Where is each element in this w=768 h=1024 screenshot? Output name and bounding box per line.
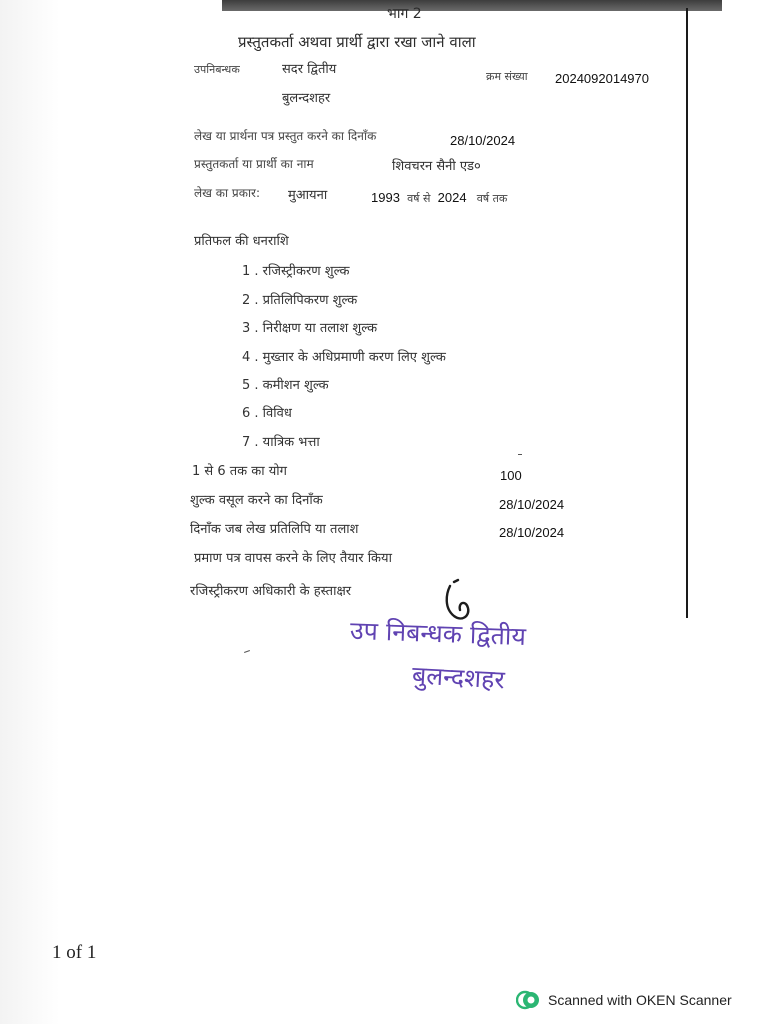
submit-date-label: लेख या प्रार्थना पत्र प्रस्तुत करने का दिनाँक <box>194 129 377 143</box>
fee-item: 4 . मुख्तार के अधिप्रमाणी करण लिए शुल्क <box>242 350 446 365</box>
copy-date-label: दिनाँक जब लेख प्रतिलिपि या तलाश <box>190 522 359 537</box>
office-name: सदर द्वितीय <box>282 62 337 77</box>
scan-mark <box>244 650 250 653</box>
part-label: भाग 2 <box>387 6 422 22</box>
ready-label: प्रमाण पत्र वापस करने के लिए तैयार किया <box>194 551 392 566</box>
copy-date-value: 28/10/2024 <box>499 525 565 540</box>
fee-item: 5 . कमीशन शुल्क <box>242 378 329 393</box>
scanner-logo-icon <box>516 990 540 1010</box>
scan-mark <box>518 454 522 455</box>
doc-type-value: मुआयना <box>288 188 328 203</box>
scanner-text: Scanned with OKEN Scanner <box>548 992 732 1008</box>
office-district: बुलन्दशहर <box>282 91 331 106</box>
scan-edge-shadow <box>0 0 60 1024</box>
year-range <box>371 190 507 206</box>
fee-item: 3 . निरीक्षण या तलाश शुल्क <box>242 321 378 336</box>
doc-type-label: लेख का प्रकार: <box>194 186 261 200</box>
year-from: 1993 <box>371 190 400 205</box>
fee-item: 7 . यात्रिक भत्ता <box>242 435 320 450</box>
scanner-watermark <box>516 990 732 1010</box>
fee-item: 2 . प्रतिलिपिकरण शुल्क <box>242 293 358 308</box>
serial-number: 2024092014970 <box>555 71 649 86</box>
total-label: 1 से 6 तक का योग <box>192 464 287 479</box>
applicant-label: प्रस्तुतकर्ता या प्रार्थी का नाम <box>194 157 314 171</box>
document-title: प्रस्तुतकर्ता अथवा प्रार्थी द्वारा रखा जाने वाला <box>238 33 476 51</box>
serial-label: क्रम संख्या <box>486 70 528 83</box>
fee-date-value: 28/10/2024 <box>499 497 565 512</box>
fee-item: 6 . विविध <box>242 406 292 421</box>
fee-item: 1 . रजिस्ट्रीकरण शुल्क <box>242 264 350 279</box>
official-stamp-line-2: बुलन्दशहर <box>411 660 506 695</box>
fee-date-label: शुल्क वसूल करने का दिनाँक <box>190 493 323 508</box>
submit-date-value: 28/10/2024 <box>450 133 516 148</box>
year-to-suffix: वर्ष तक <box>476 192 508 205</box>
official-stamp-line-1: उप निबन्धक द्वितीय <box>349 615 527 652</box>
year-to: 2024 <box>437 190 467 205</box>
year-from-suffix: वर्ष से <box>407 192 431 205</box>
office-label: उपनिबन्धक <box>194 63 240 76</box>
applicant-name: शिवचरन सैनी एड० <box>392 159 481 174</box>
total-value: 100 <box>500 468 522 483</box>
page-right-border <box>686 8 688 618</box>
fees-heading: प्रतिफल की धनराशि <box>194 234 289 249</box>
signature-label: रजिस्ट्रीकरण अधिकारी के हस्ताक्षर <box>190 584 352 599</box>
page-number: 1 of 1 <box>52 942 97 963</box>
scan-top-bar <box>222 0 722 11</box>
